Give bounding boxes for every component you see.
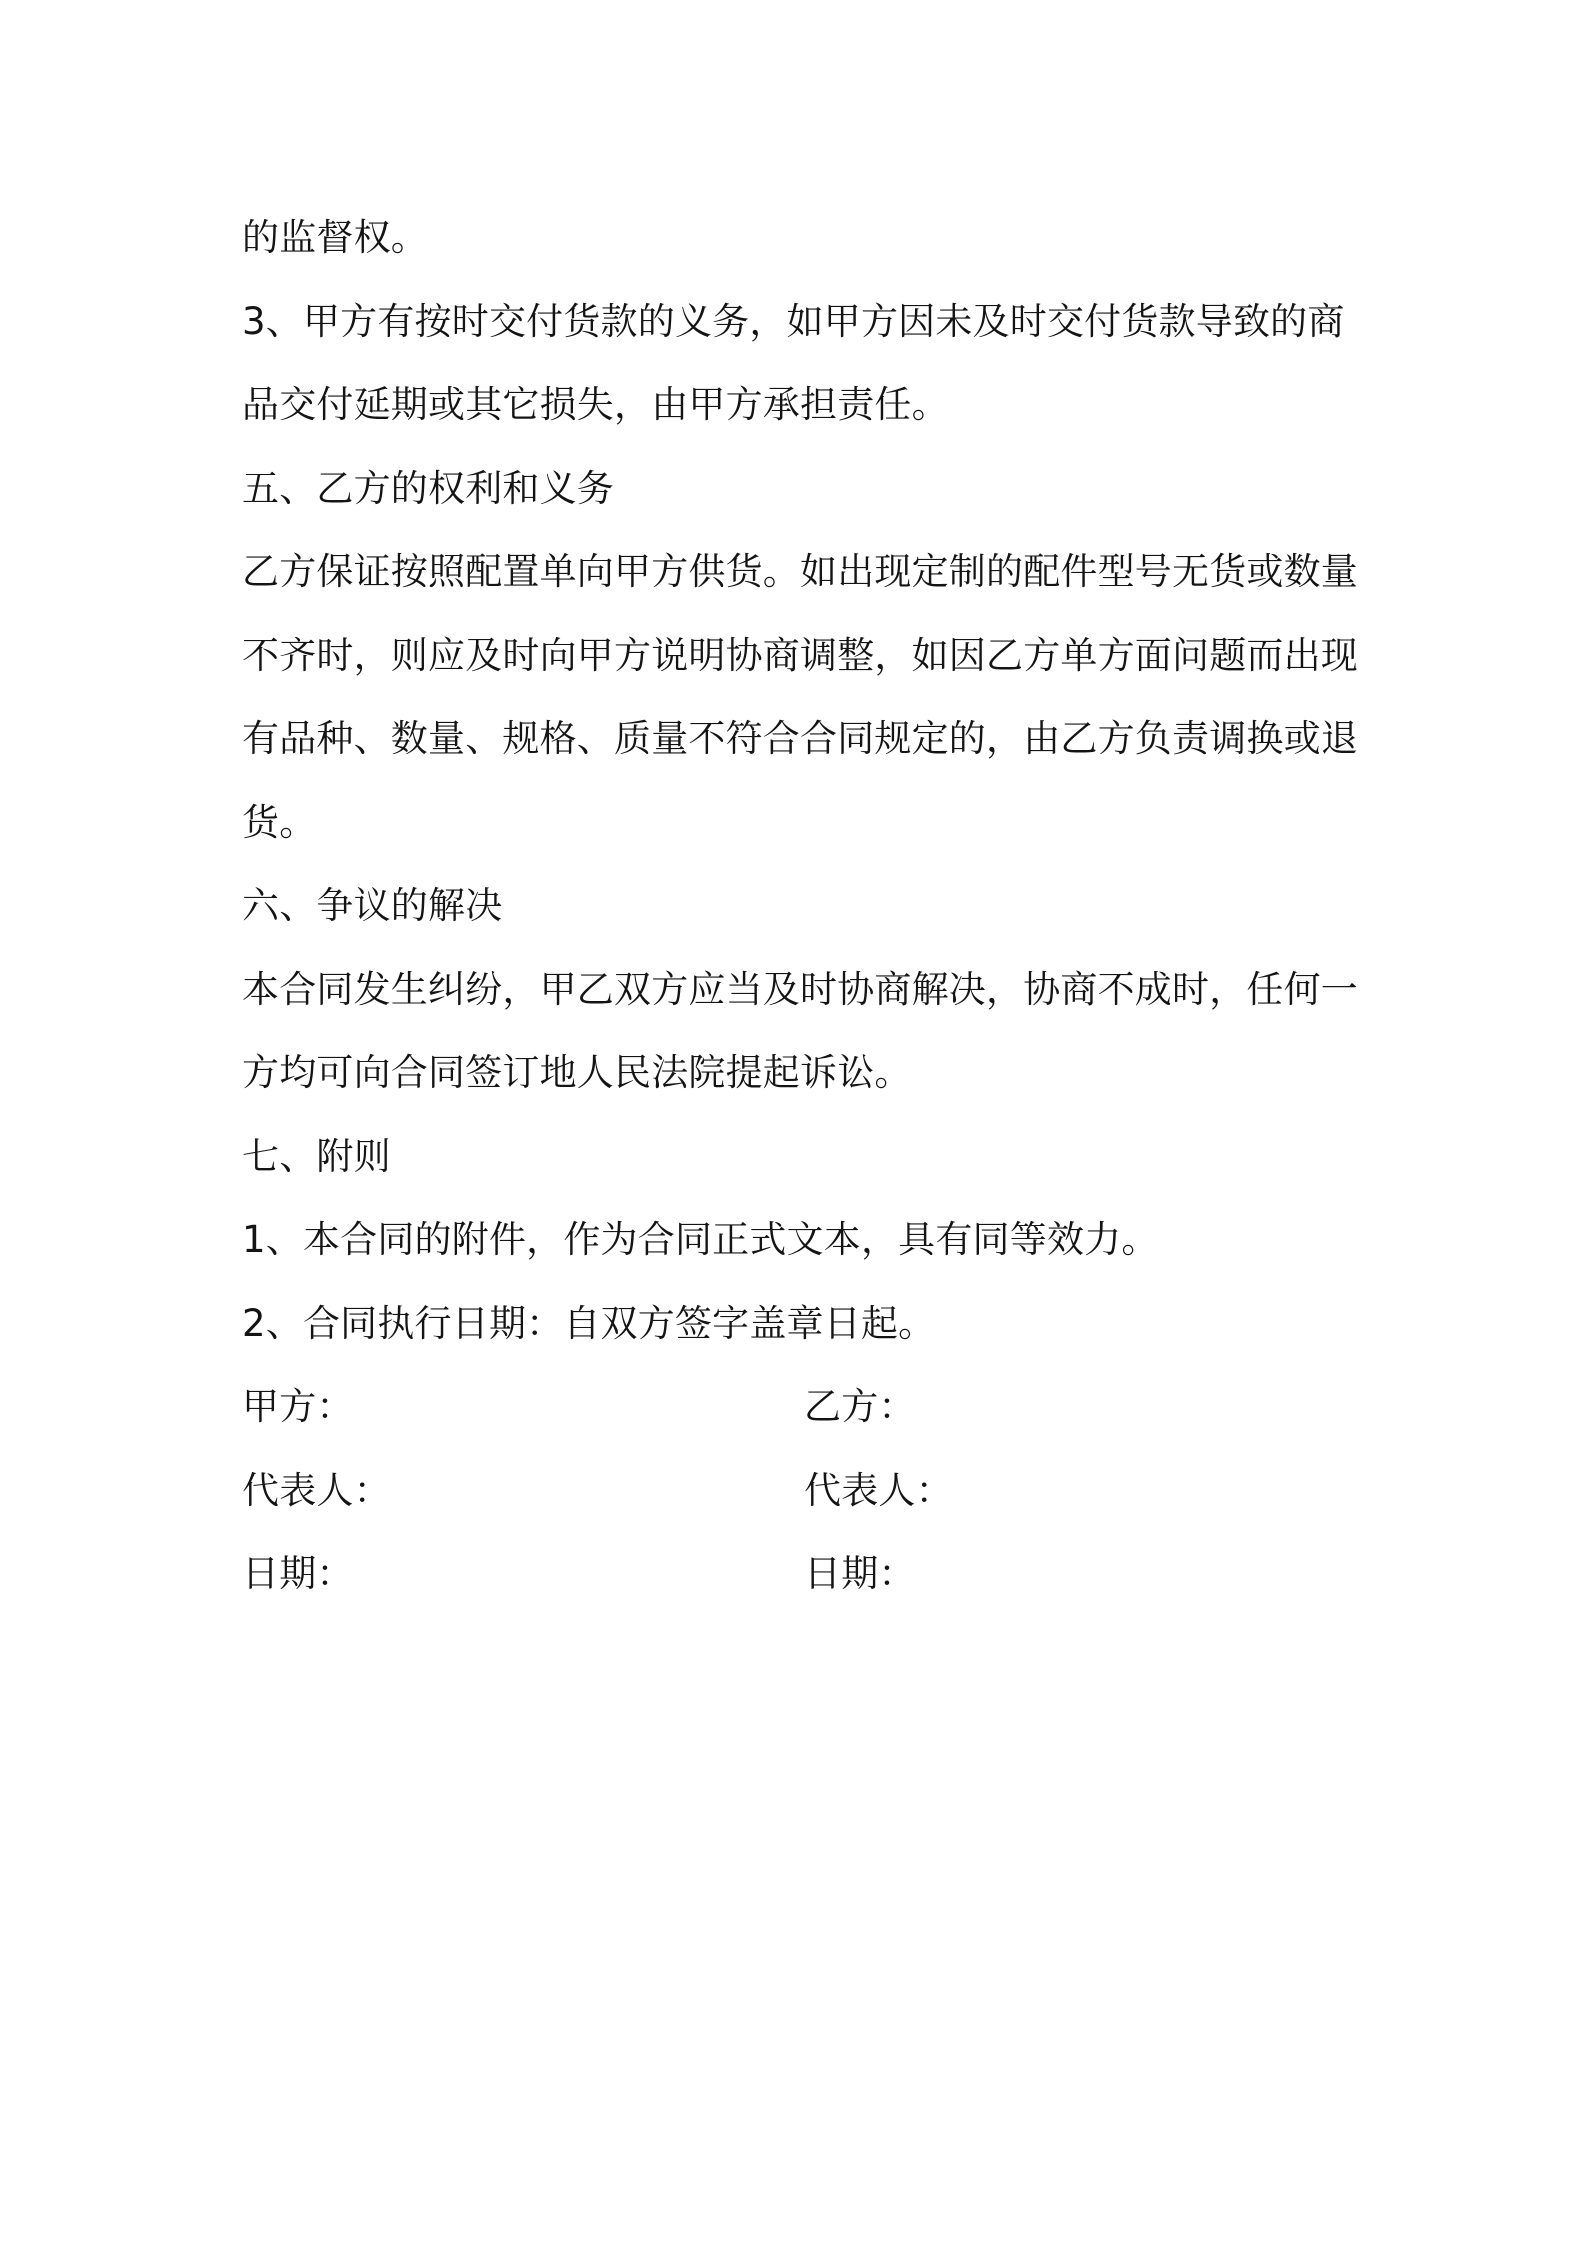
appendix-item-1: 1、本合同的附件，作为合同正式文本，具有同等效力。 xyxy=(242,1218,1159,1261)
signature-row-date xyxy=(242,1532,1362,1616)
text-line: 的监督权。 xyxy=(242,216,428,259)
signature-row-party xyxy=(242,1365,1362,1449)
party-a-representative-label: 代表人： xyxy=(242,1468,391,1512)
party-b-representative-label: 代表人： xyxy=(804,1468,953,1512)
text-line: 本合同发生纠纷，甲乙双方应当及时协商解决，协商不成时，任何一 xyxy=(242,967,1358,1011)
signature-row-representative xyxy=(242,1449,1362,1533)
section-heading-6: 六、争议的解决 xyxy=(242,884,503,927)
text-line: 乙方保证按照配置单向甲方供货。如出现定制的配件型号无货或数量 xyxy=(242,550,1358,593)
text-line: 品交付延期或其它损失，由甲方承担责任。 xyxy=(242,383,949,426)
party-b-label: 乙方： xyxy=(804,1385,916,1428)
text-line: 货。 xyxy=(242,800,317,844)
appendix-item-2: 2、合同执行日期：自双方签字盖章日起。 xyxy=(242,1301,936,1345)
section-heading-5: 五、乙方的权利和义务 xyxy=(242,466,614,510)
text-line: 方均可向合同签订地人民法院提起诉讼。 xyxy=(242,1051,912,1094)
obligation-item-3: 3、甲方有按时交付货款的义务，如甲方因未及时交付货款导致的商 xyxy=(242,299,1345,343)
text-line: 不齐时，则应及时向甲方说明协商调整，如因乙方单方面问题而出现 xyxy=(242,633,1358,677)
section-heading-7: 七、附则 xyxy=(242,1134,391,1178)
party-a-date-label: 日期： xyxy=(242,1552,354,1595)
text-line: 有品种、数量、规格、质量不符合合同规定的，由乙方负责调换或退 xyxy=(242,717,1358,760)
party-a-label: 甲方： xyxy=(242,1385,354,1428)
document-body xyxy=(242,196,1362,1616)
party-b-date-label: 日期： xyxy=(804,1552,916,1595)
